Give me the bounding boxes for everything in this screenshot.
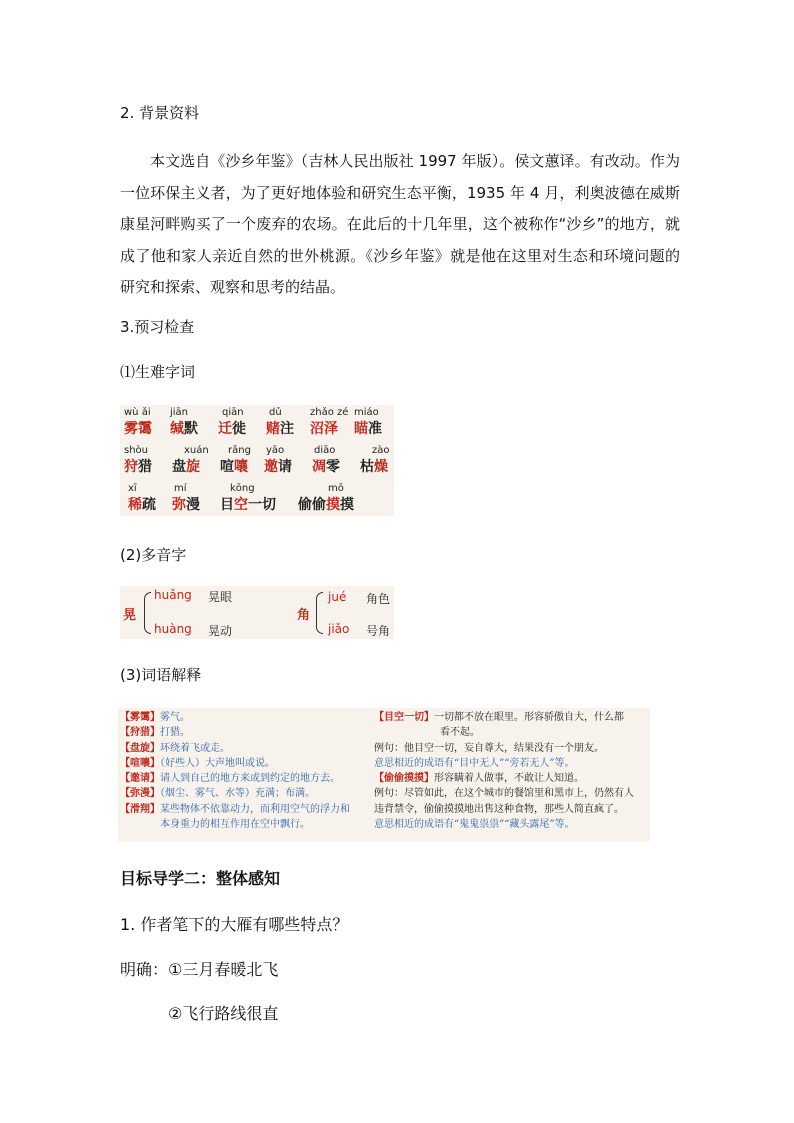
brace-right	[316, 592, 323, 634]
answer-item: ①三月春暖北飞	[168, 960, 279, 979]
glossary-example: 例句：尽管如此，在这个城市的餐馆里和黑市上，仍然有人	[374, 788, 634, 800]
word: 号角	[366, 624, 391, 638]
glossary-example: 例句：他目空一切，妄自尊大，结果没有一个朋友。	[374, 742, 604, 754]
answer-line-1	[120, 957, 278, 980]
goal2-heading: 目标导学二：整体感知	[120, 869, 281, 888]
pinyin: huàng	[154, 622, 192, 636]
vocab-item: rǎng 喧嚷	[220, 445, 251, 475]
glossary-entry-cont: 看不起。	[440, 727, 480, 739]
vocab-item: mō 偷偷摸摸	[298, 483, 354, 513]
subheading-glossary: (3)词语解释	[120, 666, 202, 684]
answer-item: ②飞行路线很直	[168, 1004, 279, 1023]
vocab-card	[120, 405, 394, 516]
vocab-item: yāo 邀请	[264, 445, 292, 475]
vocab-item: mí 弥漫	[172, 483, 200, 513]
glossary-entry: 【目空一切】一切都不放在眼里。形容骄傲自大，什么都	[374, 712, 624, 723]
brace-left	[144, 592, 151, 634]
vocab-item: dǔ 赌注	[266, 407, 294, 437]
vocab-item: wù ǎi 雾霭	[124, 407, 152, 437]
vocab-item: zào 枯燥	[360, 445, 390, 475]
section-heading-preview: 3.预习检查	[120, 318, 195, 336]
glossary-entry-cont: 本身重力的相互作用在空中飘行。	[160, 819, 310, 831]
glossary-similar: 意思相近的成语有“鬼鬼祟祟”“藏头露尾”等。	[374, 819, 575, 831]
glossary-example-cont: 违背禁令，偷偷摸摸地出售这种食物，那些人简直疯了。	[374, 803, 624, 815]
word: 晃眼	[208, 590, 233, 604]
pinyin: jué	[328, 590, 347, 604]
vocab-item: jiān 缄默	[170, 407, 198, 437]
glossary-entry: 【偷偷摸摸】形容瞒着人做事，不敢让人知道。	[374, 773, 584, 785]
section-heading-background: 2. 背景资料	[120, 104, 200, 122]
polyphone-char-jiao: 角	[297, 608, 311, 623]
glossary-entry: 【喧嚷】（好些人）大声地叫或说。	[120, 757, 275, 769]
word: 晃动	[208, 624, 233, 638]
vocab-item: qiān 迁徙	[218, 407, 246, 437]
glossary-entry: 【狩猎】打猎。	[120, 727, 190, 739]
vocab-item: miáo 瞄准	[354, 407, 382, 437]
glossary-entry: 【邀请】请人到自己的地方来或到约定的地方去。	[120, 773, 340, 785]
pinyin: jiǎo	[328, 622, 350, 636]
glossary-entry: 【弥漫】（烟尘、雾气、水等）充满；布满。	[120, 788, 315, 800]
word: 角色	[366, 592, 391, 606]
vocab-item: xuán 盘旋	[172, 445, 209, 475]
glossary-entry: 【雾霭】雾气。	[120, 712, 190, 723]
glossary-similar: 意思相近的成语有“目中无人”“旁若无人”等。	[374, 757, 575, 769]
polyphone-card	[120, 586, 394, 639]
vocab-item: diāo 凋零	[312, 445, 340, 475]
answer-label: 明确：	[120, 960, 169, 979]
glossary-entry: 【滑翔】某些物体不依靠动力，而利用空气的浮力和	[120, 803, 350, 815]
vocab-item: zhǎo zé 沼泽	[310, 407, 349, 437]
polyphone-char-huang: 晃	[123, 608, 137, 623]
vocab-item: shòu 狩猎	[124, 445, 152, 475]
pinyin: huǎng	[154, 588, 192, 602]
goal2-question: 1. 作者笔下的大雁有哪些特点？	[120, 915, 349, 934]
glossary-entry: 【盘旋】环绕着飞或走。	[120, 742, 230, 754]
glossary-left-column	[120, 710, 350, 832]
background-paragraph: 本文选自《沙乡年鉴》（吉林人民出版社 1997 年版）。侯文蕙译。有改动。作为一位环保主义者，为了更好地体验和研究生态平衡，1935 年 4 月，利奥波德在威斯康星河畔购买了一个废弃的农场。在此后的十几年里，这个被称作“沙乡”的地方，就成了他和家人亲近自然的世外桃源。《沙乡年鉴》就是他在这里对生态和环境问题的研究和探索、观察和思考的结晶。	[120, 152, 680, 296]
vocab-item: kōng 目空一切	[220, 483, 276, 513]
subheading-vocab: ⑴生难字词	[120, 363, 196, 381]
vocab-item: xī 稀疏	[128, 483, 156, 513]
glossary-right-column	[374, 710, 634, 832]
subheading-polyphone: (2)多音字	[120, 546, 187, 564]
glossary-card	[118, 708, 650, 842]
